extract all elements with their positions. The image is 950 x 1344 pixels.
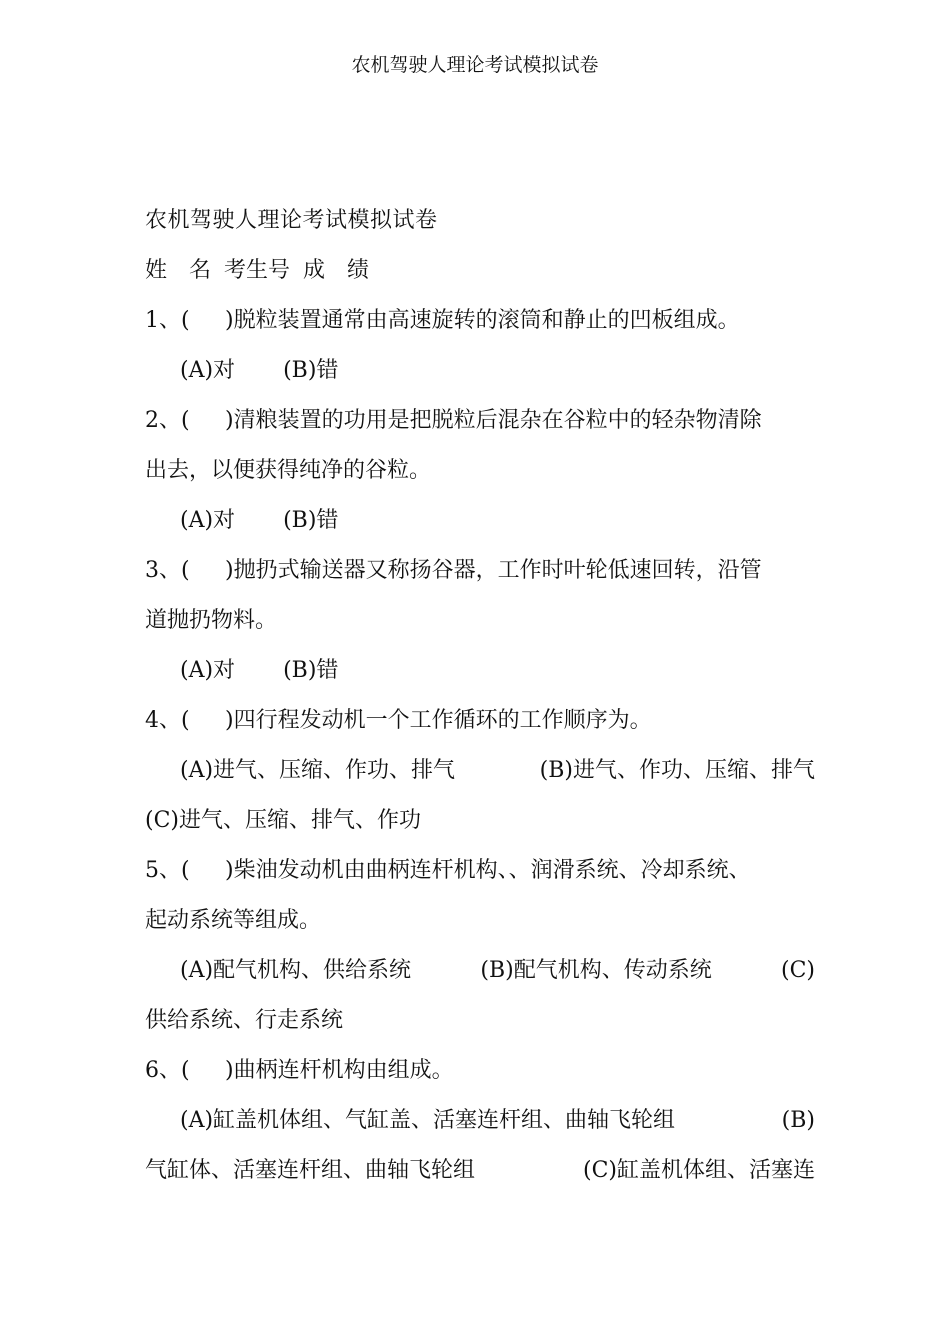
option-a: (A)对 (180, 658, 236, 683)
option-b: (B)错 (283, 508, 339, 533)
candidate-number-field: 考生号 (224, 258, 291, 283)
candidate-info (145, 246, 815, 296)
question-number: 5、 (145, 858, 181, 883)
option-b: (B)配气机构、传动系统 (480, 958, 712, 983)
option-b: (B)进气、作功、压缩、排气 (539, 758, 815, 783)
question-1: 1、( )脱粒装置通常由高速旋转的滚筒和静止的凹板组成。 (145, 308, 740, 333)
score-field: 成 绩 (303, 258, 370, 283)
question-number: 2、 (145, 408, 181, 433)
question-text: )清粮装置的功用是把脱粒后混杂在谷粒中的轻杂物清除 (225, 408, 762, 433)
option-b-text: 气缸体、活塞连杆组、曲轴飞轮组 (145, 1158, 476, 1183)
option-b-label: (B) (781, 1108, 815, 1133)
question-6-options-continued (145, 1146, 815, 1196)
question-2: 2、( )清粮装置的功用是把脱粒后混杂在谷粒中的轻杂物清除 (145, 408, 762, 433)
question-number: 6、 (145, 1058, 181, 1083)
exam-title: 农机驾驶人理论考试模拟试卷 (145, 208, 438, 233)
question-5-option-c-text: 供给系统、行走系统 (145, 1008, 344, 1033)
question-2-continued: 出去，以便获得纯净的谷粒。 (145, 458, 432, 483)
question-text: )四行程发动机一个工作循环的工作顺序为。 (225, 708, 652, 733)
option-a: (A)对 (180, 508, 236, 533)
exam-content (145, 196, 815, 1196)
question-text: )柴油发动机由曲柄连杆机构、、润滑系统、冷却系统、 (225, 858, 751, 883)
option-c-label: (C) (781, 958, 815, 983)
question-4-option-c: (C)进气、压缩、排气、作功 (145, 808, 421, 833)
question-6: 6、( )曲柄连杆机构由组成。 (145, 1058, 454, 1083)
page-header: 农机驾驶人理论考试模拟试卷 (351, 54, 599, 76)
option-a: (A)缸盖机体组、气缸盖、活塞连杆组、曲轴飞轮组 (180, 1108, 676, 1133)
question-3: 3、( )抛扔式输送器又称扬谷器，工作时叶轮低速回转，沿管 (145, 558, 762, 583)
question-number: 1、 (145, 308, 181, 333)
option-c: (C)缸盖机体组、活塞连 (583, 1158, 815, 1183)
question-number: 4、 (145, 708, 181, 733)
question-5: 5、( )柴油发动机由曲柄连杆机构、、润滑系统、冷却系统、 (145, 858, 751, 883)
option-b: (B)错 (283, 358, 339, 383)
option-a: (A)进气、压缩、作功、排气 (180, 758, 456, 783)
question-text: )脱粒装置通常由高速旋转的滚筒和静止的凹板组成。 (225, 308, 740, 333)
option-a: (A)配气机构、供给系统 (180, 958, 412, 983)
question-5-options (145, 946, 815, 996)
question-1-options (145, 346, 815, 396)
option-b: (B)错 (283, 658, 339, 683)
question-number: 3、 (145, 558, 181, 583)
question-4: 4、( )四行程发动机一个工作循环的工作顺序为。 (145, 708, 652, 733)
question-3-continued: 道抛扔物料。 (145, 608, 278, 633)
option-a: (A)对 (180, 358, 236, 383)
question-text: )曲柄连杆机构由组成。 (225, 1058, 454, 1083)
question-5-continued: 起动系统等组成。 (145, 908, 322, 933)
question-text: )抛扔式输送器又称扬谷器，工作时叶轮低速回转，沿管 (225, 558, 762, 583)
question-2-options (145, 496, 815, 546)
name-field: 姓 名 (145, 258, 212, 283)
question-4-options (145, 746, 815, 796)
question-3-options (145, 646, 815, 696)
question-6-options (145, 1096, 815, 1146)
